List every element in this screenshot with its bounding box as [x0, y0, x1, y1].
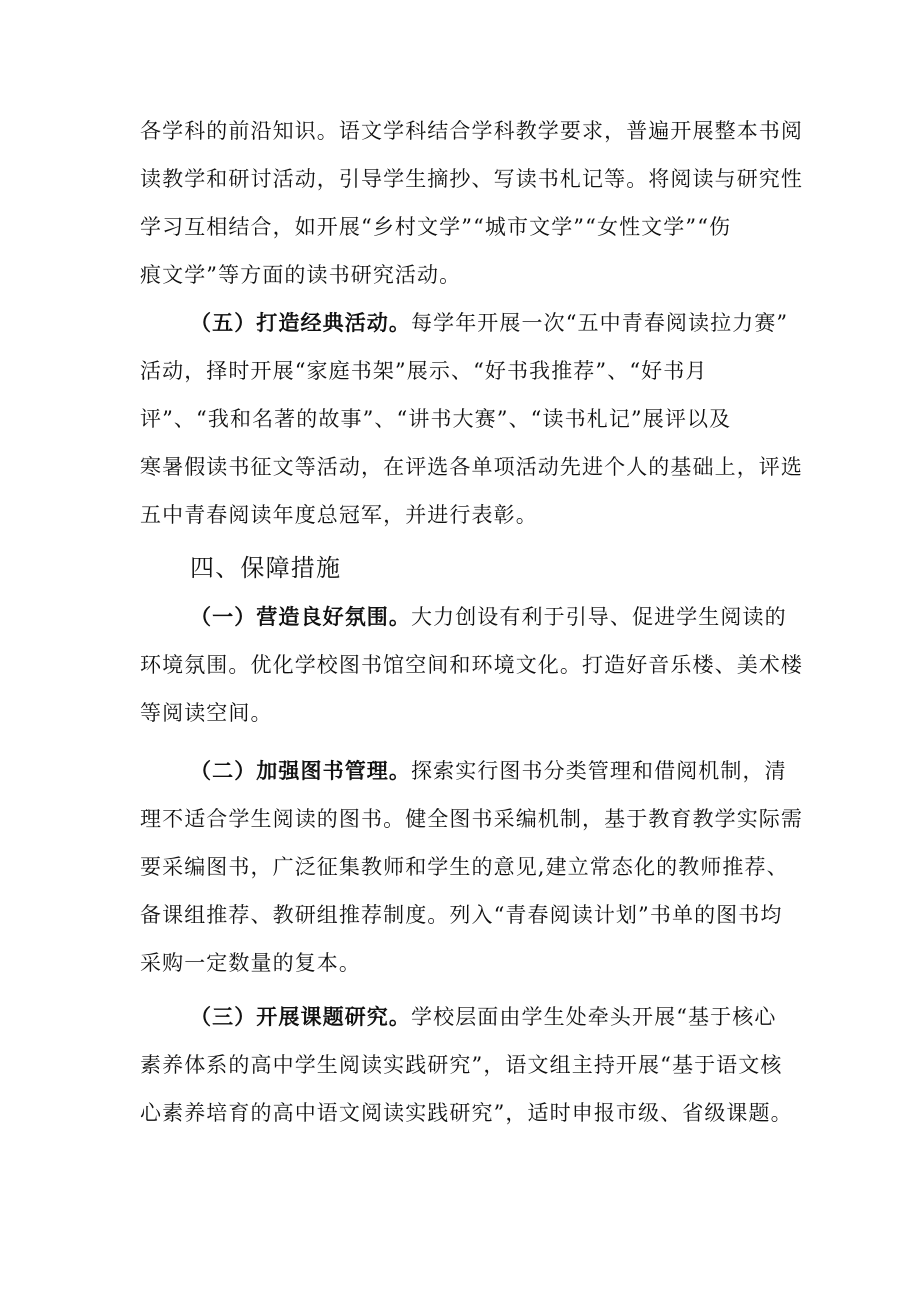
section-lead: （一）营造良好氛围。	[190, 605, 411, 629]
paragraph-line: 学习互相结合，如开展“乡村文学”“城市文学”“女性文学”“伤	[140, 215, 732, 239]
paragraph-line: 理不适合学生阅读的图书。健全图书采编机制，基于教育教学实际需	[140, 807, 803, 831]
paragraph-line: 痕文学”等方面的读书研究活动。	[140, 263, 462, 287]
paragraph-line: 评”、“我和名著的故事”、“讲书大赛”、“读书札记”展评以及	[140, 407, 732, 431]
paragraph-line: 各学科的前沿知识。语文学科结合学科教学要求，普遍开展整本书阅	[140, 119, 803, 143]
paragraph-line: 活动，择时开展“家庭书架”展示、“好书我推荐”、“好书月	[140, 359, 708, 383]
paragraph-text: 探索实行图书分类管理和借阅机制，清	[411, 759, 787, 783]
paragraph-line: 寒暑假读书征文等活动，在评选各单项活动先进个人的基础上，评选	[140, 455, 803, 479]
paragraph-line: 读教学和研讨活动，引导学生摘抄、写读书札记等。将阅读与研究性	[140, 167, 803, 191]
paragraph-first-line	[190, 1003, 800, 1031]
paragraph-line: 采购一定数量的复本。	[140, 951, 361, 975]
paragraph-text: 每学年开展一次“五中青春阅读拉力赛”	[411, 311, 789, 335]
paragraph-line: 心素养培育的高中语文阅读实践研究”，适时申报市级、省级课题。	[140, 1101, 793, 1125]
paragraph-line: 素养体系的高中学生阅读实践研究”，语文组主持开展“基于语文核	[140, 1053, 783, 1077]
paragraph-first-line	[190, 757, 800, 785]
section-lead: （二）加强图书管理。	[190, 759, 411, 783]
section-lead: （三）开展课题研究。	[190, 1005, 411, 1029]
paragraph-first-line	[190, 603, 800, 631]
paragraph-text: 学校层面由学生处牵头开展“基于核心	[411, 1005, 777, 1029]
paragraph-line: 五中青春阅读年度总冠军，并进行表彰。	[140, 503, 538, 527]
section-heading: 四、保障措施	[190, 554, 342, 582]
paragraph-line: 环境氛围。优化学校图书馆空间和环境文化。打造好音乐楼、美术楼	[140, 653, 803, 677]
section-lead: （五）打造经典活动。	[190, 311, 411, 335]
paragraph-line: 备课组推荐、教研组推荐制度。列入“青春阅读计划”书单的图书均	[140, 903, 783, 927]
paragraph-line: 要采编图书，广泛征集教师和学生的意见,建立常态化的教师推荐、	[140, 855, 789, 879]
paragraph-line: 等阅读空间。	[140, 701, 273, 725]
paragraph-first-line	[190, 309, 800, 337]
paragraph-text: 大力创设有利于引导、促进学生阅读的	[411, 605, 787, 629]
